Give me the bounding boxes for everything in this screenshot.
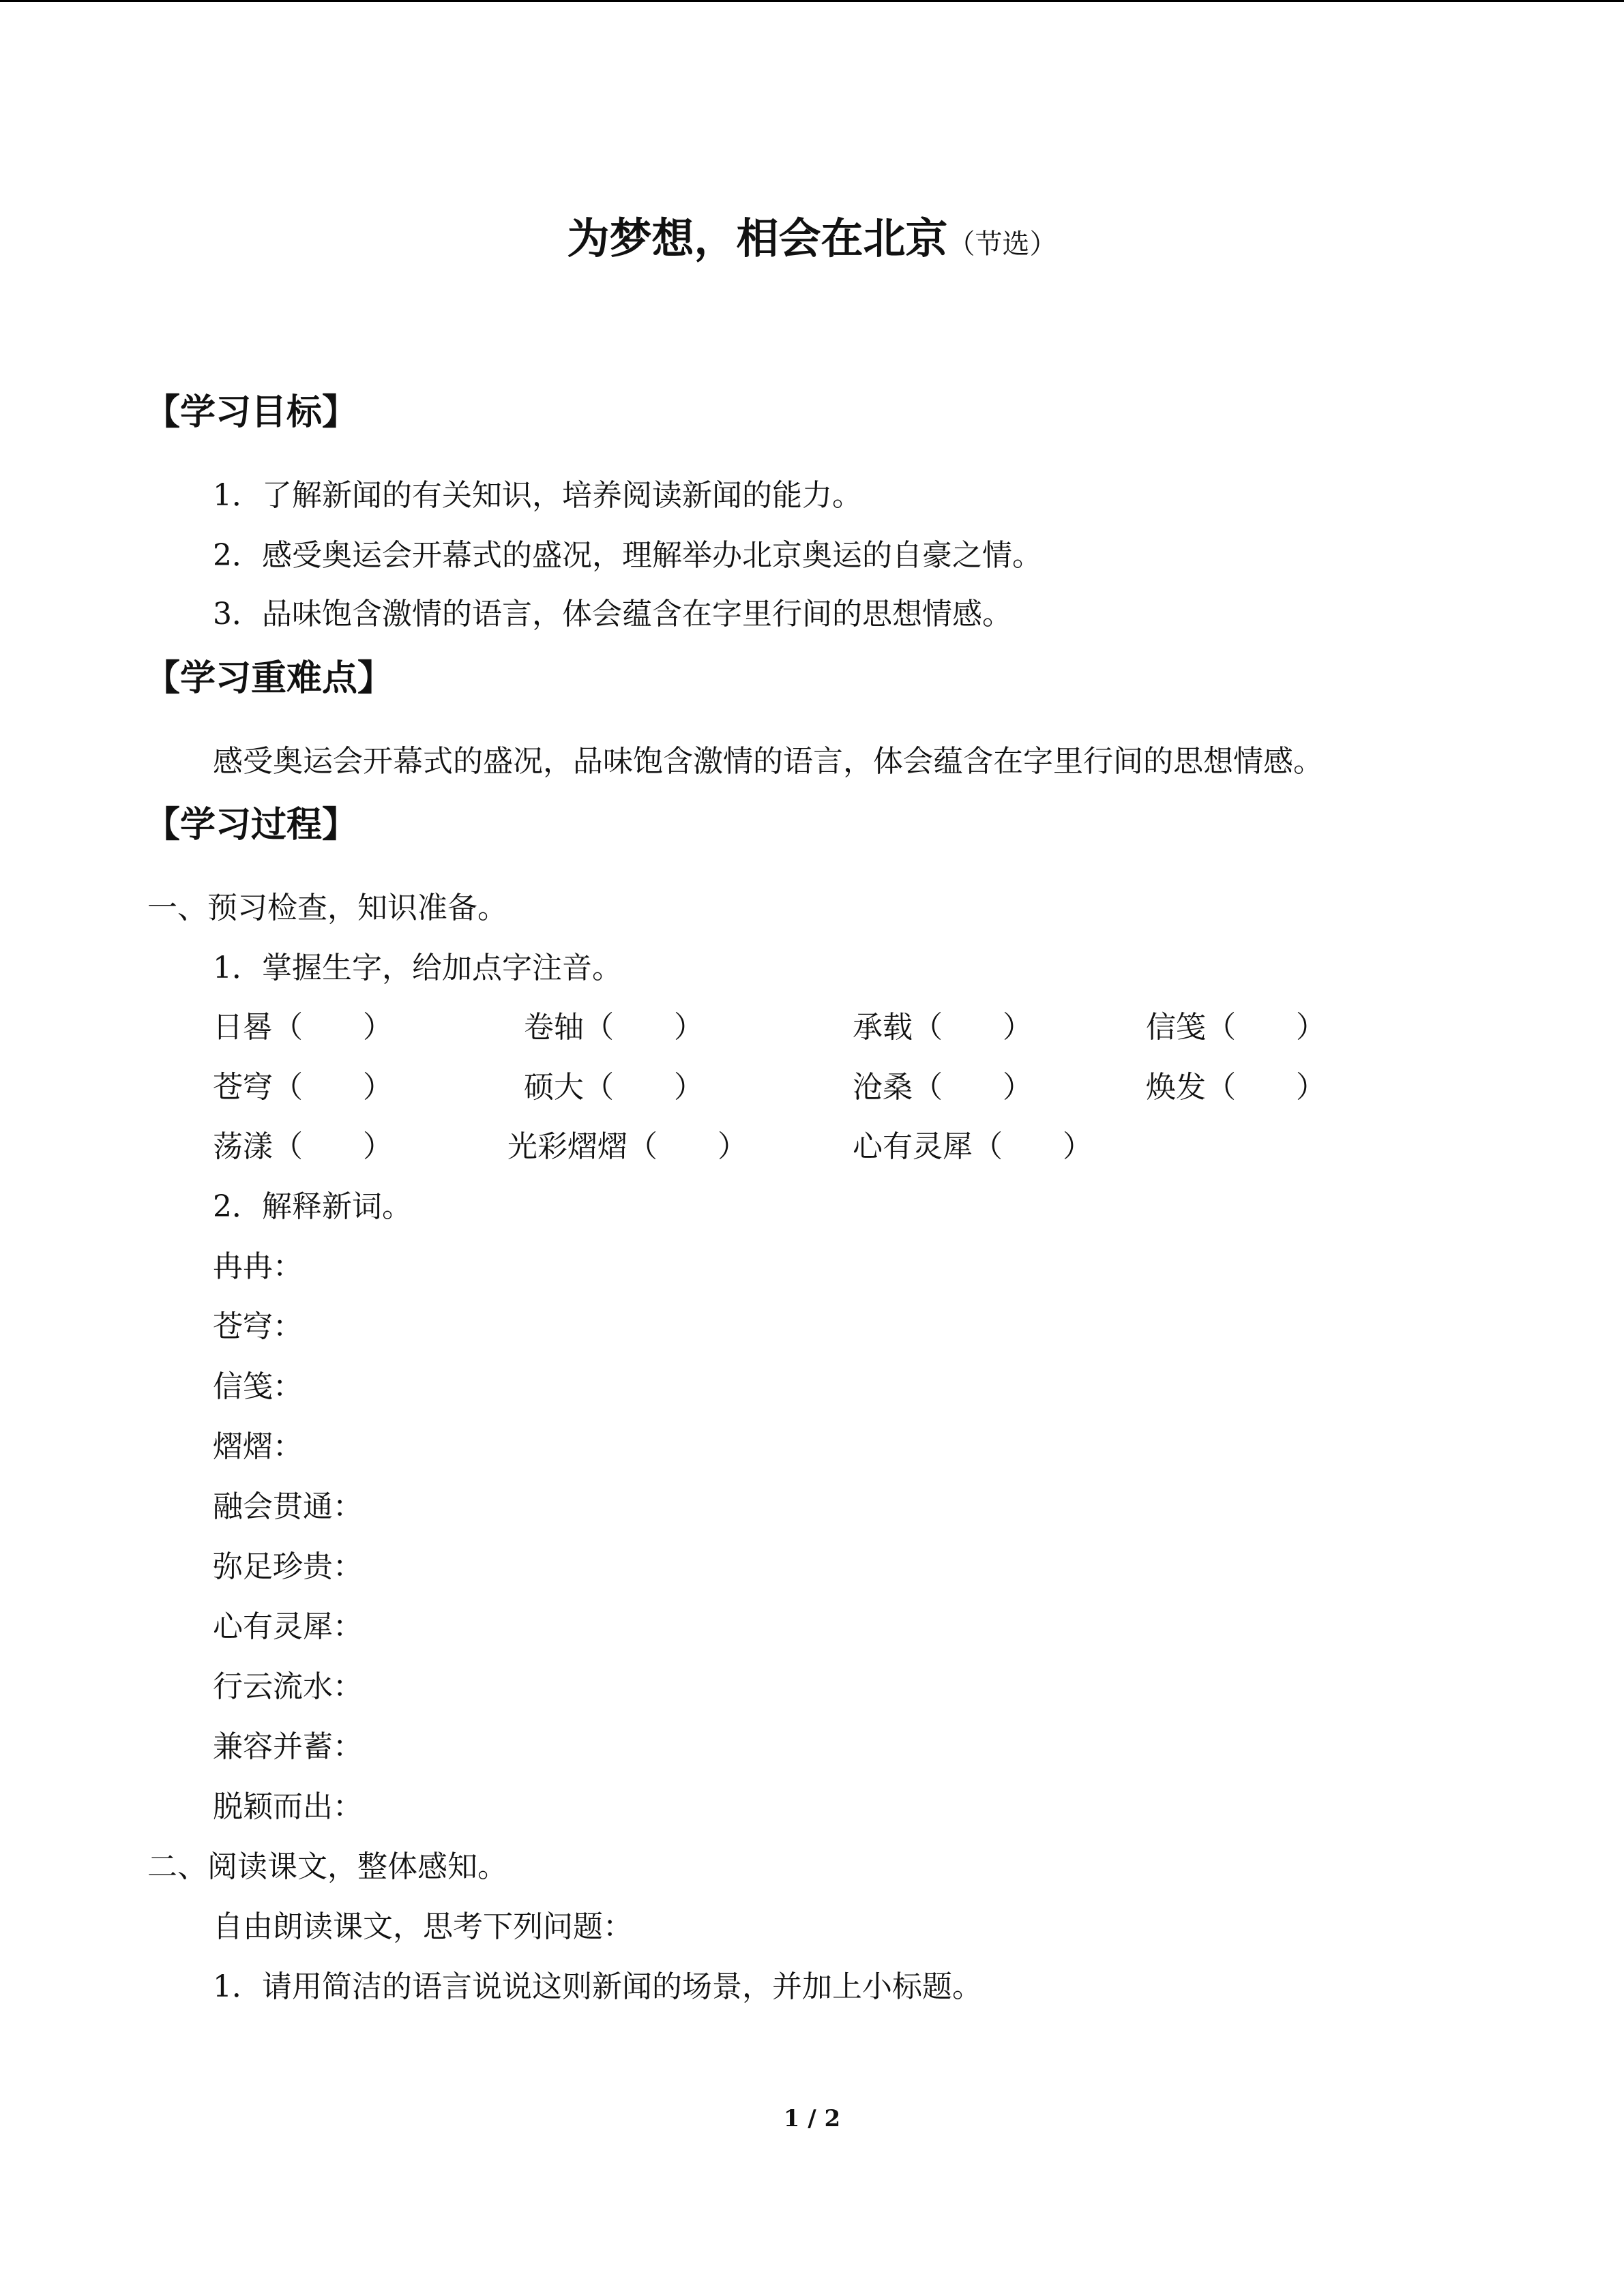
goal-item-2: 2．感受奥运会开幕式的盛况，理解举办北京奥运的自豪之情。 [213,538,1042,573]
pinyin-item: 信笺（ ） [1146,1010,1326,1045]
page-number: 1 / 2 [783,2105,841,2132]
pinyin-item: 日晷（ ） [213,1010,393,1045]
pinyin-item: 光彩熠熠（ ） [507,1129,748,1164]
pinyin-item: 卷轴（ ） [524,1010,704,1045]
goal-item-3: 3．品味饱含激情的语言，体会蕴含在字里行间的思想情感。 [213,597,1012,631]
key-points-text: 感受奥运会开幕式的盛况，品味饱含激情的语言，体会蕴含在字里行间的思想情感。 [213,744,1323,779]
top-border-line [0,0,1624,2]
vocab-item: 心有灵犀： [213,1609,363,1644]
pinyin-item: 苍穹（ ） [213,1070,393,1105]
vocab-item: 弥足珍贵： [213,1549,363,1584]
pinyin-item: 焕发（ ） [1146,1070,1326,1105]
vocab-item: 苍穹： [213,1309,303,1344]
vocab-item: 融会贯通： [213,1489,363,1524]
section-heading-goals: 【学习目标】 [145,392,358,433]
part1-question-1: 1．掌握生字，给加点字注音。 [213,951,622,985]
part2-heading: 二、阅读课文，整体感知。 [147,1849,507,1884]
part2-question-1: 1．请用简洁的语言说说这则新闻的场景，并加上小标题。 [213,1969,982,2004]
section-heading-process: 【学习过程】 [145,805,358,846]
part1-heading: 一、预习检查，知识准备。 [147,891,507,925]
vocab-item: 冉冉： [213,1249,303,1284]
pinyin-item: 硕大（ ） [524,1070,704,1105]
part2-intro: 自由朗读课文，思考下列问题： [213,1909,633,1944]
pinyin-item: 沧桑（ ） [853,1070,1033,1105]
section-heading-key-points: 【学习重难点】 [145,658,394,699]
vocab-item: 兼容并蓄： [213,1729,363,1764]
document-title [0,211,1624,271]
title-subtitle: （节选） [947,228,1057,260]
pinyin-item: 荡漾（ ） [213,1129,393,1164]
pinyin-item: 心有灵犀（ ） [853,1129,1093,1164]
vocab-item: 熠熠： [213,1429,303,1464]
pinyin-item: 承载（ ） [853,1010,1033,1045]
goal-item-1: 1．了解新闻的有关知识，培养阅读新闻的能力。 [213,478,862,513]
vocab-item: 信笺： [213,1369,303,1404]
vocab-item: 脱颖而出： [213,1789,363,1824]
vocab-item: 行云流水： [213,1669,363,1704]
title-main: 为梦想，相会在北京 [567,213,948,263]
part1-question-2: 2．解释新词。 [213,1189,412,1224]
